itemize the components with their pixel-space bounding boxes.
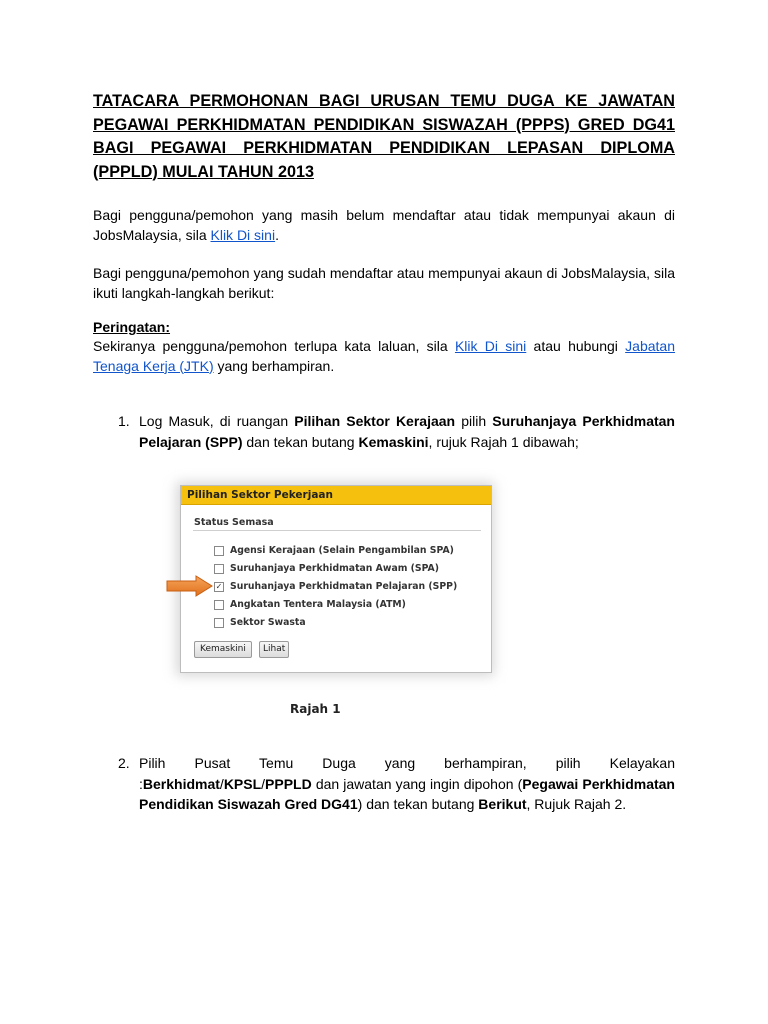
document-body [93,90,675,184]
warning-paragraph [93,337,675,376]
option-label: Suruhanjaya Perkhidmatan Pelajaran (SPP) [230,581,458,592]
step-2-text-c: ) dan tekan butang [357,796,479,812]
sector-choice-panel [180,485,492,673]
forgot-password-link[interactable]: Klik Di sini [454,338,527,354]
option-spp[interactable] [214,580,457,594]
step-2-text [139,753,675,815]
step-2-bold-berikut: Berikut [478,796,527,812]
step-2 [93,753,675,815]
jtk-link[interactable]: Jabatan Tenaga Kerja (JTK) [93,338,675,374]
step-1-bold-kemaskini: Kemaskini [358,433,429,450]
intro-text: Bagi pengguna/pemohon yang masih belum mendaftar atau tidak mempunyai akaun di JobsMalaysia, sila [93,207,675,243]
checkbox[interactable] [214,564,224,574]
option-label: Suruhanjaya Perkhidmatan Awam (SPA) [230,563,439,574]
step-1-bold-sector: Pilihan Sektor Kerajaan [294,413,456,429]
update-button[interactable]: Kemaskini [194,641,252,658]
checkbox[interactable] [214,546,224,556]
option-label: Agensi Kerajaan (Selain Pengambilan SPA) [230,545,454,556]
panel-header: Pilihan Sektor Pekerjaan [181,486,491,505]
checkbox-checked[interactable]: ✓ [215,582,223,591]
step-2-number: 2. [118,755,130,771]
step-1-text-d: , rujuk Rajah 1 dibawah; [428,433,579,450]
warning-text: Sekiranya pengguna/pemohon terlupa kata laluan, sila [93,338,455,354]
view-button[interactable]: Lihat [259,641,289,658]
step-2-text-a: Pilih Pusat Temu Duga yang berhampiran, pilih Kelayakan : [139,755,675,792]
step-2-slash: / [261,775,266,792]
step-1-text-c: dan tekan butang [242,433,359,450]
step-2-slash: / [219,775,224,792]
intro-paragraph-unregistered [93,206,675,245]
option-agensi-kerajaan[interactable] [214,544,454,558]
checkbox[interactable] [214,600,224,610]
document-title: TATACARA PERMOHONAN BAGI URUSAN TEMU DUGA KE JAWATAN PEGAWAI PERKHIDMATAN PENDIDIKAN SISWAZAH (PPPS) GRED DG41 BAGI PEGAWAI PERKHIDMATAN PENDIDIKAN LEPASAN DIPLOMA (PPPLD) MULAI TAHUN 2013 [93,92,675,181]
warning-text-middle: atau hubungi [526,338,626,354]
checkbox[interactable] [214,618,224,628]
step-1-text-a: Log Masuk, di ruangan [139,413,295,429]
status-label: Status Semasa [194,517,274,528]
step-1 [93,411,675,452]
figure-caption: Rajah 1 [290,702,341,716]
status-divider [193,530,481,531]
option-label: Sektor Swasta [230,617,306,628]
step-2-bold-kpsl: KPSL [223,775,262,792]
arrow-pointer-icon [166,575,214,597]
step-2-bold-berkhidmat: Berkhidmat [142,775,220,792]
step-1-number: 1. [118,413,130,429]
register-link[interactable]: Klik Di sini [210,226,276,243]
warning-heading: Peringatan: [93,319,171,335]
step-1-text-b: pilih [455,413,493,429]
option-atm[interactable] [214,598,406,612]
option-swasta[interactable] [214,616,306,630]
step-2-text-d: , Rujuk Rajah 2. [526,796,627,812]
step-1-bold-spp: Suruhanjaya Perkhidmatan Pelajaran (SPP) [139,413,675,450]
warning-text-end: yang berhampiran. [213,357,335,374]
option-label: Angkatan Tentera Malaysia (ATM) [230,599,406,610]
step-2-text-b: dan jawatan yang ingin dipohon ( [311,775,523,792]
option-spa[interactable] [214,562,439,576]
intro-paragraph-registered: Bagi pengguna/pemohon yang sudah mendaftar atau mempunyai akaun di JobsMalaysia, sila ikuti langkah-langkah berikut: [93,265,675,301]
step-2-bold-position: Pegawai Perkhidmatan Pendidikan Siswazah Gred DG41 [139,775,675,812]
intro-text-end: . [275,226,279,243]
step-2-bold-pppld: PPPLD [265,775,312,792]
step-1-text [139,411,675,452]
